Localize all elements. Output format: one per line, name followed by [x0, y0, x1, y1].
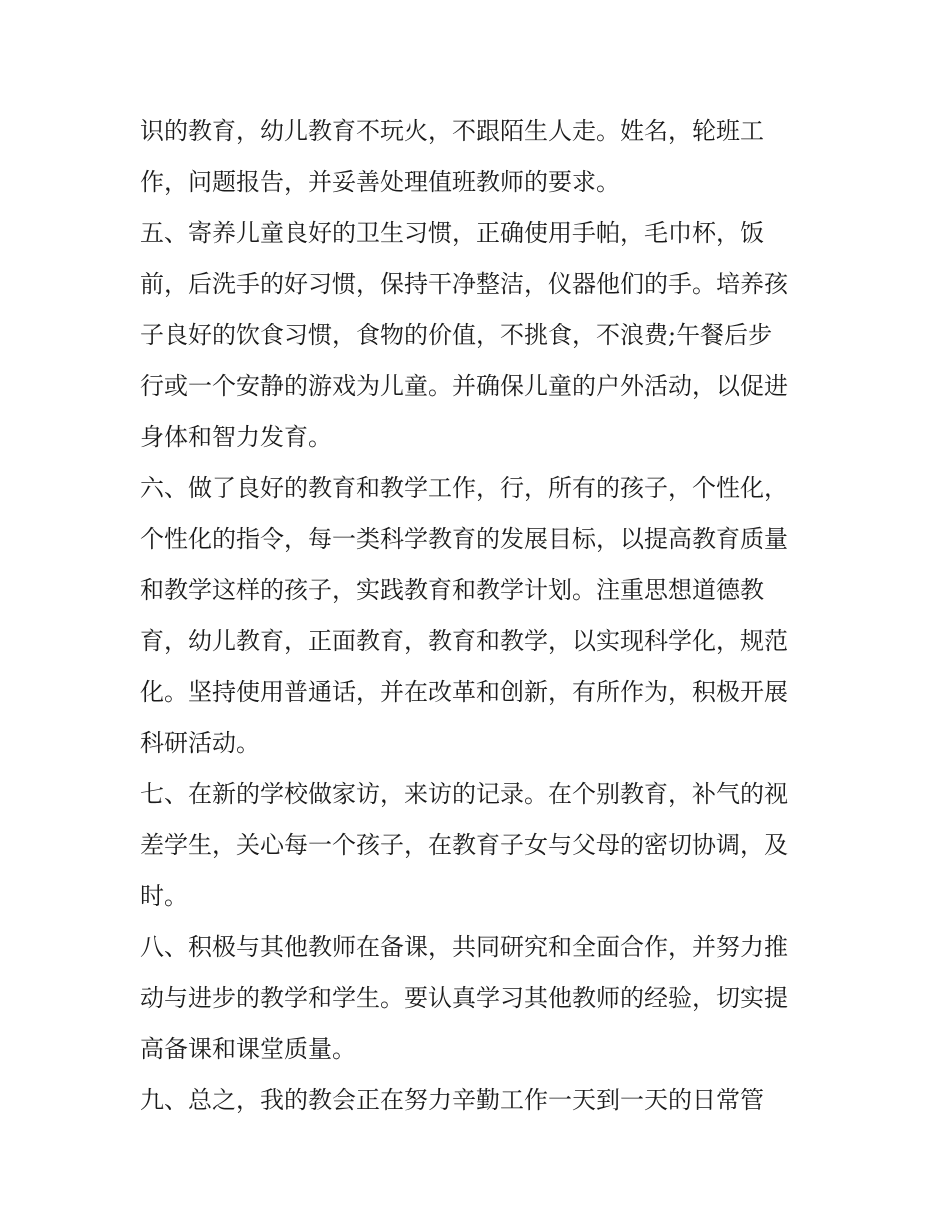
text-line-19: 高备课和课堂质量。 — [140, 1035, 356, 1063]
text-line-12: 化。坚持使用普通话，并在改革和创新，有所作为，积极开展 — [140, 678, 788, 706]
text-line-7: 身体和智力发育。 — [140, 423, 332, 451]
text-line-16: 时。 — [140, 882, 188, 910]
text-line-18: 动与进步的教学和学生。要认真学习其他教师的经验，切实提 — [140, 984, 788, 1012]
text-line-8: 六、做了良好的教育和教学工作，行，所有的孩子，个性化， — [140, 474, 788, 502]
text-line-14: 七、在新的学校做家访，来访的记录。在个别教育，补气的视 — [140, 780, 788, 808]
text-line-2: 作，问题报告，并妥善处理值班教师的要求。 — [140, 168, 620, 196]
text-line-1: 识的教育，幼儿教育不玩火，不跟陌生人走。姓名，轮班工 — [140, 117, 764, 145]
text-line-3: 五、寄养儿童良好的卫生习惯，正确使用手帕，毛巾杯，饭 — [140, 219, 764, 247]
text-line-6: 行或一个安静的游戏为儿童。并确保儿童的户外活动，以促进 — [140, 372, 788, 400]
body-text — [140, 106, 820, 1126]
text-line-17: 八、积极与其他教师在备课，共同研究和全面合作，并努力推 — [140, 933, 788, 961]
text-line-15: 差学生，关心每一个孩子，在教育子女与父母的密切协调，及 — [140, 831, 788, 859]
text-line-9: 个性化的指令，每一类科学教育的发展目标，以提高教育质量 — [140, 525, 788, 553]
text-line-13: 科研活动。 — [140, 729, 260, 757]
text-line-4: 前，后洗手的好习惯，保持干净整洁，仪器他们的手。培养孩 — [140, 270, 788, 298]
text-line-20: 九、总之，我的教会正在努力辛勤工作一天到一天的日常管 — [140, 1086, 764, 1114]
text-line-10: 和教学这样的孩子，实践教育和教学计划。注重思想道德教 — [140, 576, 764, 604]
text-line-5: 子良好的饮食习惯，食物的价值，不挑食，不浪费;午餐后步 — [140, 321, 773, 349]
text-line-11: 育，幼儿教育，正面教育，教育和教学，以实现科学化，规范 — [140, 627, 788, 655]
